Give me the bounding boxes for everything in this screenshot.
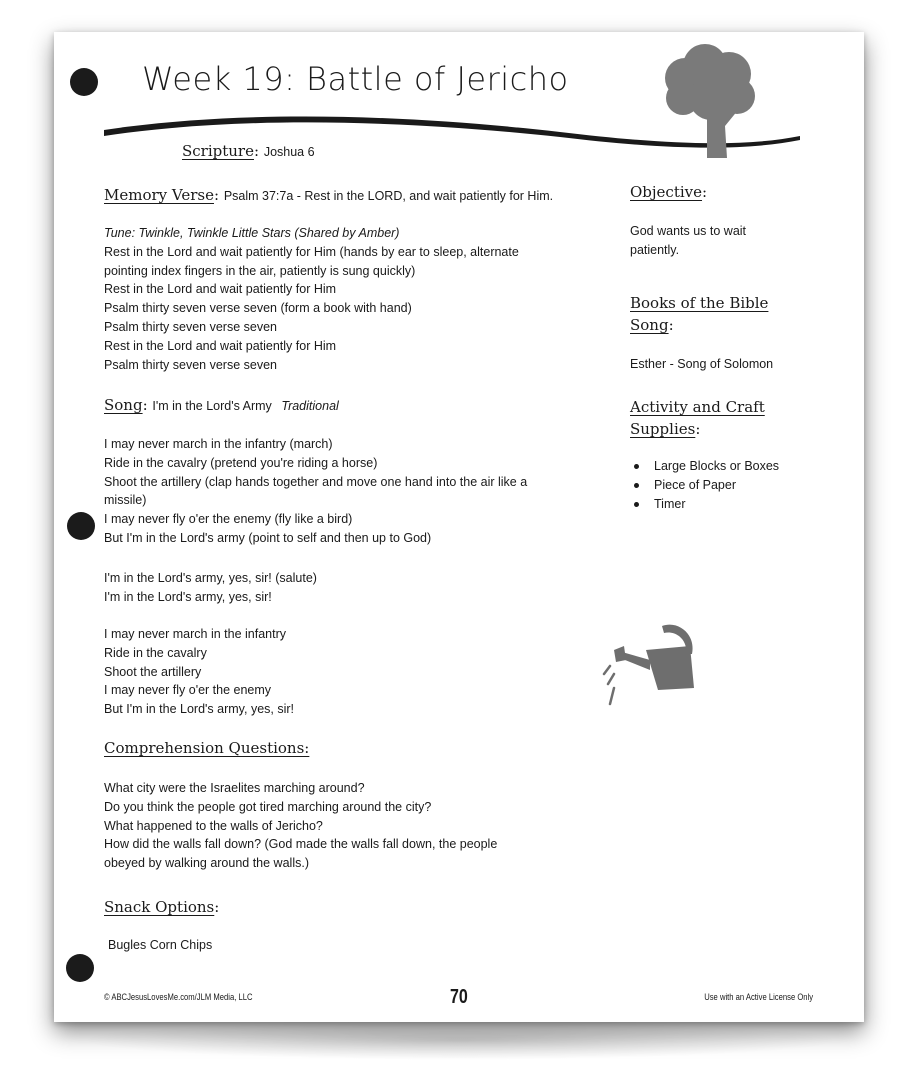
song-source: Traditional xyxy=(281,399,339,413)
tree-icon xyxy=(655,40,765,160)
memory-verse-line: Memory Verse: Psalm 37:7a - Rest in the LORD, and wait patiently for Him. xyxy=(104,186,554,204)
comprehension-label: Comprehension Questions: xyxy=(104,739,310,757)
page-title: Week 19: Battle of Jericho xyxy=(142,60,569,98)
verse-line: Rest in the Lord and wait patiently for Him (hands by ear to sleep, alternate xyxy=(104,244,519,259)
supply-item: Piece of Paper xyxy=(630,476,779,495)
supplies-heading: Activity and Craft Supplies: xyxy=(630,398,765,438)
books-value xyxy=(630,355,773,374)
verse-line: pointing index fingers in the air, patiently is sung quickly) xyxy=(104,263,416,278)
song-line: I'm in the Lord's army, yes, sir! (salute) xyxy=(104,571,317,585)
objective-line: patiently. xyxy=(630,242,680,257)
song-line: I may never fly o'er the enemy xyxy=(104,683,272,698)
song-line: Shoot the artillery (clap hands together and move one hand into the air like a xyxy=(104,474,528,489)
memory-verse-song xyxy=(104,224,519,374)
memory-verse-value: Psalm 37:7a - Rest in the LORD, and wait patiently for Him. xyxy=(223,189,554,203)
books-label-song: Song xyxy=(630,316,669,334)
verse-line: Rest in the Lord and wait patiently for Him xyxy=(104,282,337,297)
question-line: How did the walls fall down? (God made the walls fall down, the people xyxy=(104,837,498,852)
snack-label: Snack Options xyxy=(104,898,215,916)
footer-copyright: © ABCJesusLovesMe.com/JLM Media, LLC xyxy=(104,992,253,1002)
song-stanza-2 xyxy=(104,569,317,607)
comprehension-heading xyxy=(104,739,309,757)
question-line: obeyed by walking around the walls.) xyxy=(104,856,309,871)
objective-heading: Objective: xyxy=(630,183,708,201)
objective-label: Objective xyxy=(630,183,703,201)
books-heading: Books of the Bible Song: xyxy=(630,294,769,334)
books-range: Esther - Song of Solomon xyxy=(630,357,774,371)
song-stanza-1 xyxy=(104,435,527,548)
page-shadow xyxy=(80,1020,840,1060)
page-number: 70 xyxy=(450,986,468,1008)
binder-hole-middle xyxy=(67,512,95,540)
supplies-list xyxy=(630,457,779,513)
song-line: Ride in the cavalry xyxy=(104,645,207,660)
snack-value xyxy=(108,936,212,955)
objective-line: God wants us to wait xyxy=(630,224,747,238)
song-line: Song: I'm in the Lord's Army Traditional xyxy=(104,396,339,414)
snack-heading: Snack Options: xyxy=(104,898,220,916)
song-line: Shoot the artillery xyxy=(104,664,202,679)
song-line: I may never march in the infantry (march) xyxy=(104,437,333,451)
verse-line: Psalm thirty seven verse seven xyxy=(104,319,277,334)
verse-line: Psalm thirty seven verse seven xyxy=(104,357,277,372)
song-line: I'm in the Lord's army, yes, sir! xyxy=(104,589,272,604)
song-name: I'm in the Lord's Army xyxy=(152,399,272,413)
supply-item: Large Blocks or Boxes xyxy=(630,457,779,476)
binder-hole-bottom xyxy=(66,954,94,982)
supply-item: Timer xyxy=(630,495,779,514)
song-line: But I'm in the Lord's army (point to self and then up to God) xyxy=(104,530,432,545)
books-label: Books of the Bible xyxy=(630,294,769,312)
objective-text xyxy=(630,222,746,260)
song-line: I may never fly o'er the enemy (fly like a bird) xyxy=(104,512,353,527)
supplies-label-2: Supplies xyxy=(630,420,696,438)
scripture-line: Scripture: Joshua 6 xyxy=(182,142,315,160)
scripture-label: Scripture xyxy=(182,142,254,160)
question-line: Do you think the people got tired marching around the city? xyxy=(104,799,432,814)
verse-line: Rest in the Lord and wait patiently for Him xyxy=(104,338,337,353)
tune-line: Tune: Twinkle, Twinkle Little Stars (Shared by Amber) xyxy=(104,226,400,240)
snack-item: Bugles Corn Chips xyxy=(108,938,213,952)
song-line: I may never march in the infantry xyxy=(104,627,287,641)
song-stanza-3 xyxy=(104,625,294,719)
scripture-value: Joshua 6 xyxy=(263,145,315,159)
song-line: But I'm in the Lord's army, yes, sir! xyxy=(104,702,295,717)
verse-line: Psalm thirty seven verse seven (form a book with hand) xyxy=(104,301,412,316)
question-line: What happened to the walls of Jericho? xyxy=(104,818,323,833)
question-line: What city were the Israelites marching around? xyxy=(104,781,365,795)
comprehension-questions xyxy=(104,779,497,873)
memory-verse-label: Memory Verse xyxy=(104,186,214,204)
song-line: missile) xyxy=(104,493,147,508)
watering-can-icon xyxy=(600,616,710,716)
song-line: Ride in the cavalry (pretend you're riding a horse) xyxy=(104,455,378,470)
supplies-label: Activity and Craft xyxy=(630,398,765,416)
footer-license: Use with an Active License Only xyxy=(704,992,813,1002)
song-label: Song xyxy=(104,396,143,414)
